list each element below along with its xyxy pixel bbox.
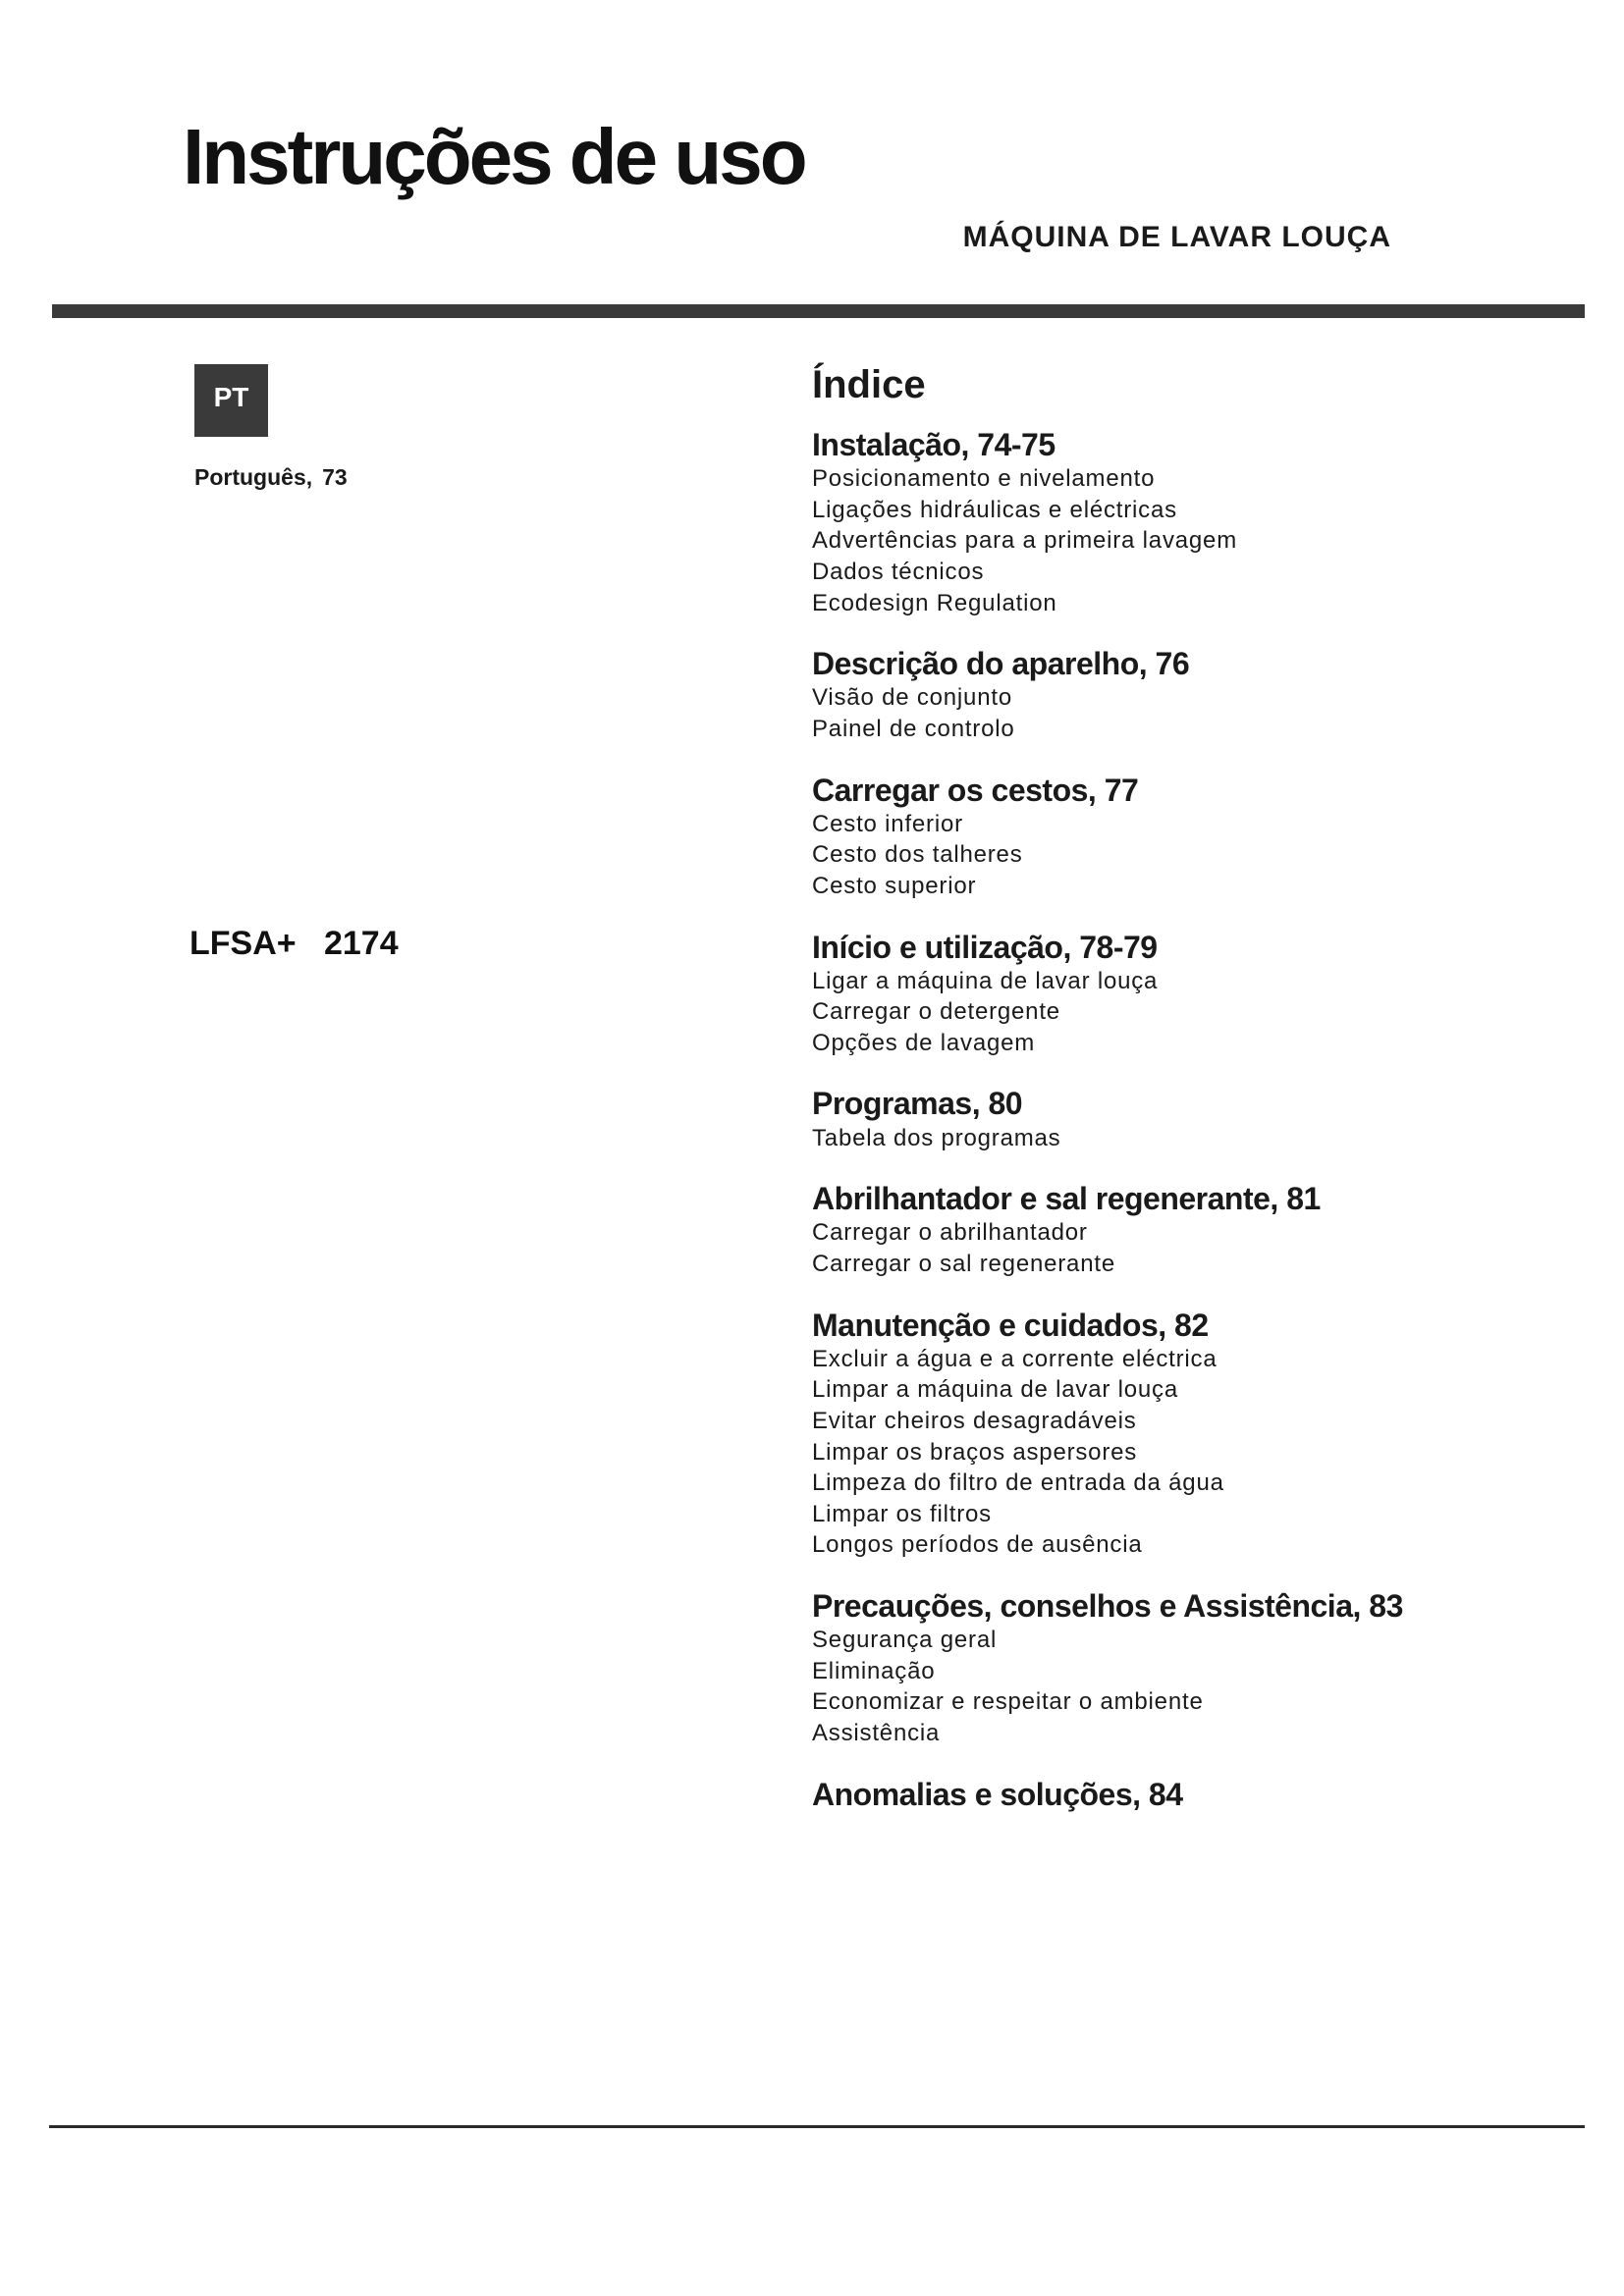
language-entry	[194, 464, 348, 491]
toc-section-title: Descrição do aparelho, 76	[812, 646, 1190, 682]
toc-item: Limpar a máquina de lavar louça	[812, 1376, 1178, 1404]
toc-section-title: Instalação, 74-75	[812, 427, 1056, 462]
toc-item: Excluir a água e a corrente eléctrica	[812, 1345, 1218, 1372]
language-label: Português,	[194, 464, 313, 490]
toc-item: Limpeza do filtro de entrada da água	[812, 1469, 1224, 1497]
toc-item: Opções de lavagem	[812, 1029, 1036, 1056]
footer-divider	[49, 2125, 1585, 2128]
toc-item: Visão de conjunto	[812, 684, 1012, 712]
toc-section-title: Carregar os cestos, 77	[812, 772, 1139, 808]
toc-heading: Índice	[812, 363, 926, 406]
toc-item: Painel de controlo	[812, 715, 1015, 742]
toc-section	[812, 1308, 1578, 1561]
header-divider	[52, 304, 1585, 318]
toc-section	[812, 1589, 1578, 1749]
toc-item: Carregar o detergente	[812, 998, 1060, 1026]
toc-item: Dados técnicos	[812, 558, 985, 585]
toc-section	[812, 774, 1578, 902]
toc-item: Limpar os filtros	[812, 1500, 992, 1527]
toc-item: Advertências para a primeira lavagem	[812, 527, 1237, 555]
toc-section-title: Abrilhantador e sal regenerante, 81	[812, 1181, 1321, 1217]
toc-item: Assistência	[812, 1719, 941, 1746]
toc-item: Segurança geral	[812, 1627, 998, 1654]
toc-section-title: Programas, 80	[812, 1086, 1023, 1122]
document-title: Instruções de uso	[183, 113, 805, 200]
toc-section-title: Anomalias e soluções, 84	[812, 1776, 1183, 1812]
toc-item: Ligar a máquina de lavar louça	[812, 967, 1159, 994]
toc-item: Eliminação	[812, 1657, 936, 1684]
model-number: LFSA+ 2174	[189, 925, 399, 962]
toc-section	[812, 1778, 1578, 1812]
toc-section	[812, 428, 1578, 618]
toc-item: Ecodesign Regulation	[812, 589, 1057, 616]
toc-item: Evitar cheiros desagradáveis	[812, 1408, 1137, 1434]
toc-item: Cesto superior	[812, 872, 977, 899]
toc-item: Cesto dos talheres	[812, 841, 1023, 869]
toc-item: Carregar o sal regenerante	[812, 1251, 1115, 1278]
toc-section	[812, 1087, 1578, 1153]
toc-section	[812, 647, 1578, 744]
language-badge: PT	[194, 364, 268, 437]
toc-section-title: Início e utilização, 78-79	[812, 929, 1158, 965]
toc-item: Economizar e respeitar o ambiente	[812, 1688, 1204, 1716]
toc-sections	[812, 428, 1578, 1812]
product-type: MÁQUINA DE LAVAR LOUÇA	[962, 221, 1391, 253]
toc-item: Ligações hidráulicas e eléctricas	[812, 496, 1177, 523]
toc-item: Cesto inferior	[812, 810, 963, 837]
toc-section	[812, 931, 1578, 1059]
toc-section-title: Precauções, conselhos e Assistência, 83	[812, 1587, 1403, 1624]
toc-item: Posicionamento e nivelamento	[812, 465, 1156, 493]
toc-item: Tabela dos programas	[812, 1124, 1061, 1151]
toc-item: Carregar o abrilhantador	[812, 1219, 1088, 1247]
toc-section	[812, 1182, 1578, 1279]
language-page: 73	[322, 464, 348, 490]
table-of-contents	[812, 363, 1578, 1841]
toc-item: Limpar os braços aspersores	[812, 1438, 1138, 1466]
toc-item: Longos períodos de ausência	[812, 1531, 1143, 1559]
toc-section-title: Manutenção e cuidados, 82	[812, 1307, 1209, 1343]
